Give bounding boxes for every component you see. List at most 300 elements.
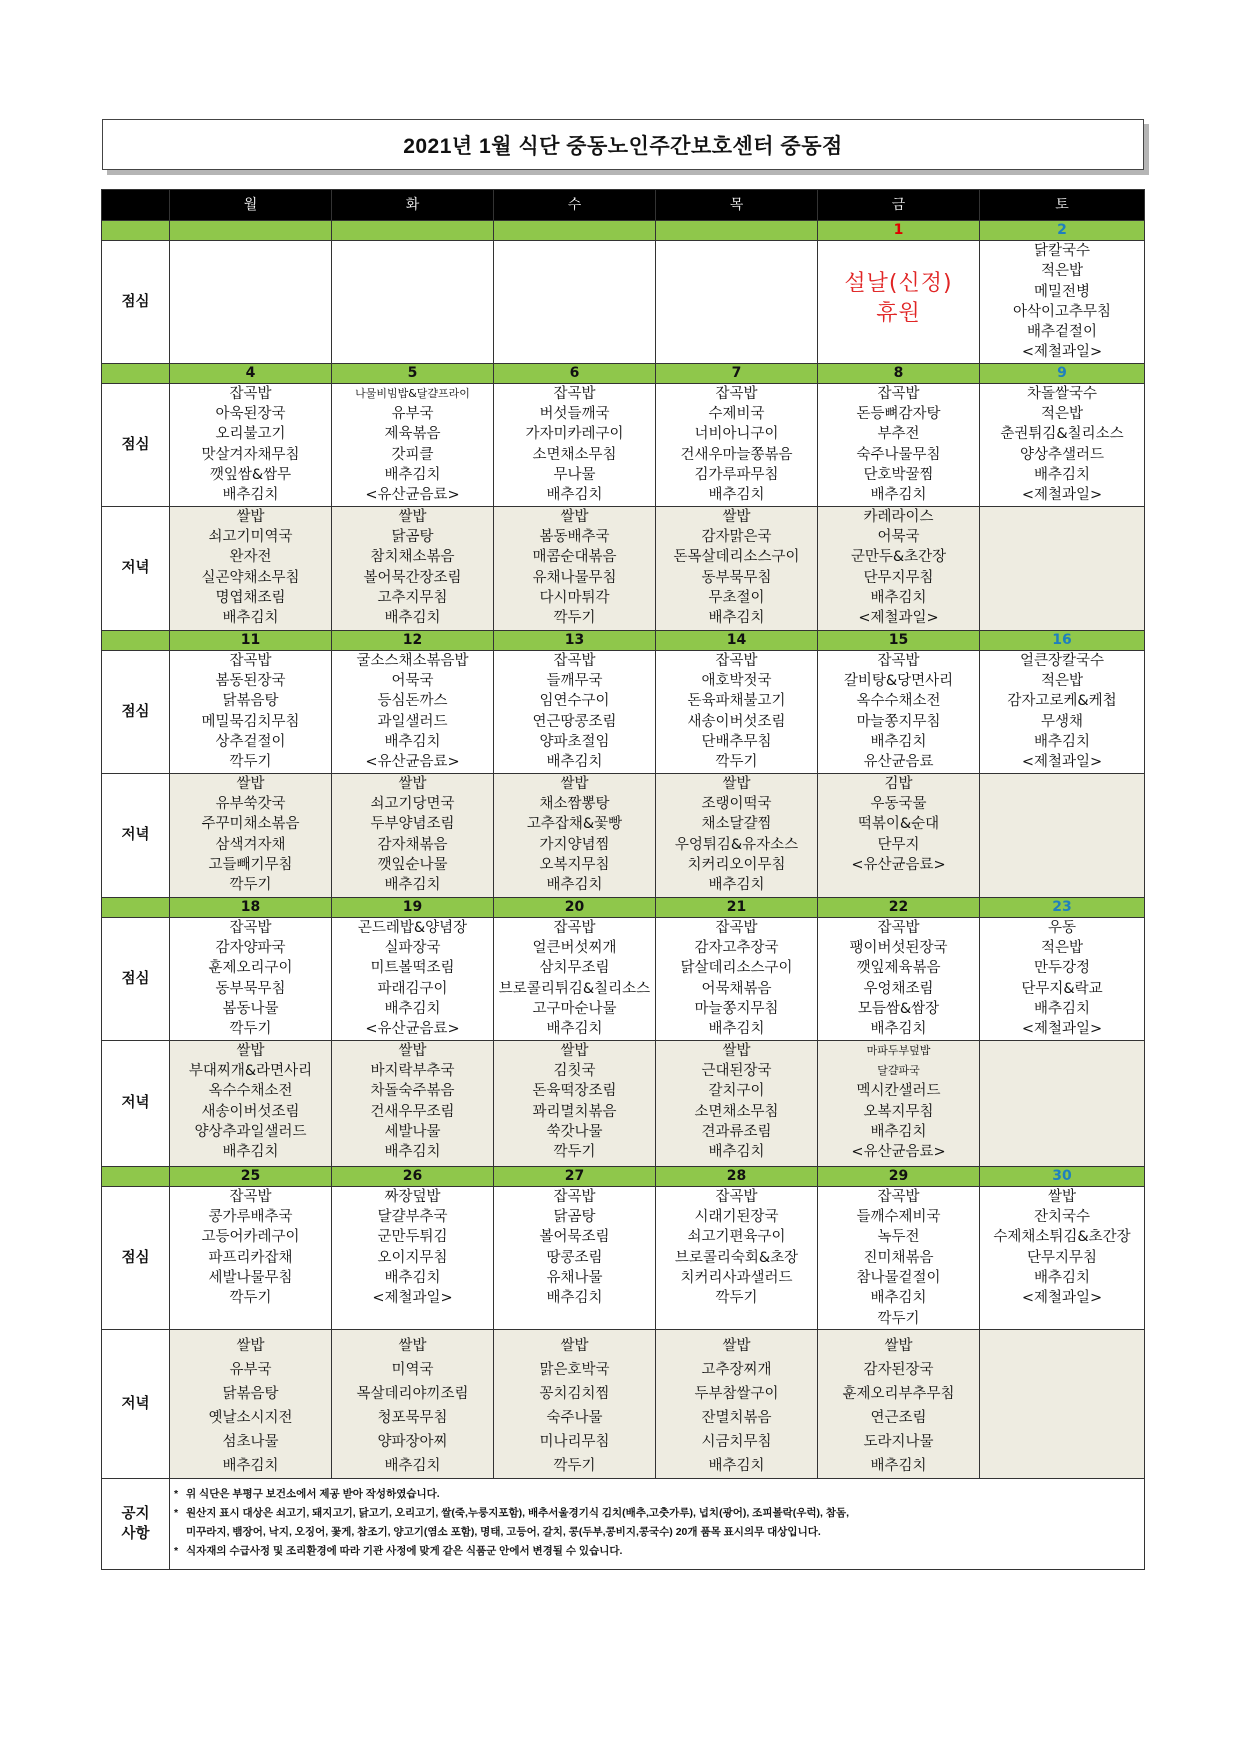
menu-item: 상추겉절이 (215, 733, 286, 750)
notice-line (174, 1542, 1140, 1561)
menu-item: 미트볼떡조림 (370, 960, 455, 977)
menu-item: 땅콩조림 (546, 1249, 603, 1266)
menu-item: 배추김치 (384, 1269, 441, 1286)
menu-item: 배추김치 (870, 1021, 927, 1038)
menu-item: 볼어묵조림 (539, 1229, 610, 1246)
menu-item: 배추김치 (870, 733, 927, 750)
menu-item: 부대찌개&라면사리 (188, 1063, 313, 1080)
notice-line-text: 원산지 표시 대상은 쇠고기, 돼지고기, 닭고기, 오리고기, 쌀(죽,누룽지포함), 배추서울경기식 김치(배추,고춧가루), 넙치(광어), 조피볼락(우럭), 참돔, (186, 1506, 850, 1519)
menu-item: 깍두기 (715, 1290, 758, 1307)
menu-item: 단무지&락교 (1021, 980, 1103, 997)
menu-item: 채소짬뽕탕 (539, 796, 610, 813)
menu-item: 깍두기 (229, 877, 272, 894)
menu-item: 깍두기 (553, 610, 596, 627)
date-cell: 14 (656, 630, 818, 650)
menu-item: 쌀밥 (236, 775, 265, 792)
date-cell: 19 (332, 897, 494, 917)
menu-item: 쌀밥 (236, 1337, 265, 1354)
menu-item: 팽이버섯된장국 (849, 940, 948, 957)
menu-cell (818, 1040, 980, 1166)
menu-cell (332, 506, 494, 630)
lunch-row (102, 650, 1145, 773)
menu-item: 조랭이떡국 (701, 796, 772, 813)
menu-item: <제철과일> (858, 610, 939, 627)
menu-item: 참나물겉절이 (856, 1269, 941, 1286)
menu-cell (818, 1329, 980, 1478)
menu-item: 애호박젓국 (701, 673, 772, 690)
menu-item: 연근조림 (870, 1409, 927, 1426)
menu-item: 깍두기 (229, 754, 272, 771)
menu-cell (494, 1186, 656, 1329)
menu-cell (980, 1329, 1145, 1478)
menu-item: 고추잡채&꽃빵 (526, 816, 623, 833)
menu-item: 매콤순대볶음 (532, 549, 617, 566)
menu-item: 배추김치 (1033, 466, 1091, 483)
menu-item: 깍두기 (715, 754, 758, 771)
date-cell: 2 (980, 221, 1145, 241)
date-row (102, 221, 1145, 241)
menu-item: 멕시칸샐러드 (856, 1083, 941, 1100)
menu-item: 새송이버섯조림 (687, 713, 786, 730)
date-cell: 11 (170, 630, 332, 650)
menu-item: 배추김치 (222, 610, 279, 627)
menu-item: <제철과일> (1021, 487, 1103, 504)
menu-item: <유산균음료> (365, 754, 460, 771)
date-row-label (102, 221, 170, 241)
menu-item: 만두강정 (1033, 960, 1091, 977)
notice-line-text: 위 식단은 부평구 보건소에서 제공 받아 작성하였습니다. (186, 1487, 440, 1500)
menu-item: 굴소스채소볶음밥 (356, 652, 469, 669)
menu-cell (818, 1186, 980, 1329)
lunch-row (102, 383, 1145, 506)
menu-item: 새송이버섯조림 (201, 1103, 300, 1120)
menu-item: 들깨수제비국 (856, 1209, 941, 1226)
date-row-label (102, 363, 170, 383)
menu-item: 훈제오리구이 (208, 960, 293, 977)
menu-item: 고구마순나물 (532, 1000, 617, 1017)
menu-item: <유산균음료> (365, 487, 460, 504)
menu-item: 맛살겨자채무침 (201, 446, 300, 463)
menu-item: 고추지무침 (377, 589, 448, 606)
menu-item: 쌀밥 (560, 1337, 589, 1354)
menu-item: 메밀묵김치무침 (201, 713, 300, 730)
menu-item: 깻잎쌈&쌈무 (209, 466, 292, 483)
menu-item: 옥수수채소전 (208, 1083, 293, 1100)
menu-item: 쌀밥 (398, 508, 427, 525)
menu-cell (980, 241, 1145, 364)
lunch-row (102, 241, 1145, 364)
weekly-menu-table (101, 189, 1145, 1570)
menu-item: 배추김치 (546, 1290, 603, 1307)
menu-cell (656, 506, 818, 630)
notice-line-text: 식자재의 수급사정 및 조리환경에 따라 기관 사정에 맞게 같은 식품군 안에서 변경될 수 있습니다. (186, 1544, 623, 1557)
menu-item: 가자미카레구이 (525, 426, 624, 443)
dinner-label: 저녁 (102, 1329, 170, 1478)
date-cell (170, 221, 332, 241)
menu-item: 얼큰버섯찌개 (532, 940, 617, 957)
weekday-wed: 수 (494, 190, 656, 221)
menu-item: 두부참쌀구이 (694, 1385, 779, 1402)
menu-item: 배추김치 (870, 487, 927, 504)
menu-item: 배추김치 (708, 1144, 765, 1161)
menu-item: 김가루파무침 (694, 466, 779, 483)
menu-item: 아삭이고추무침 (1012, 303, 1112, 320)
menu-item: 유부국 (391, 406, 434, 423)
menu-item: 쌀밥 (560, 775, 589, 792)
menu-item: 쌀밥 (722, 508, 751, 525)
menu-item: 차돌쌀국수 (1026, 385, 1098, 402)
menu-item: 짜장덮밥 (384, 1188, 441, 1205)
menu-item: 깍두기 (553, 1457, 596, 1474)
menu-item: <유산균음료> (851, 1144, 946, 1161)
menu-item: 파래김구이 (377, 980, 448, 997)
menu-cell (818, 383, 980, 506)
menu-item: 양파장아찌 (377, 1433, 448, 1450)
menu-cell (656, 917, 818, 1040)
menu-item: 닭볶음탕 (222, 1385, 279, 1402)
menu-item: 너비아니구이 (694, 426, 779, 443)
date-row-label (102, 630, 170, 650)
menu-item: 채소달걀찜 (701, 816, 772, 833)
menu-item: 배추겉절이 (1026, 324, 1098, 341)
menu-item: 고등어카레구이 (201, 1229, 300, 1246)
menu-item: 잡곡밥 (229, 919, 272, 936)
menu-item: 오복지무침 (539, 856, 610, 873)
menu-item: <제철과일> (1021, 1290, 1103, 1307)
menu-item: 배추김치 (708, 487, 765, 504)
menu-item: 명엽채조림 (215, 589, 286, 606)
menu-item: 옥수수채소전 (856, 693, 941, 710)
menu-item: 쌀밥 (398, 1337, 427, 1354)
menu-item: 들깨무국 (546, 673, 603, 690)
holiday-text: 설날(신정) (844, 271, 953, 296)
menu-item: 실파장국 (384, 940, 441, 957)
menu-item: 소면채소무침 (532, 446, 617, 463)
menu-item: 견과류조림 (701, 1123, 772, 1140)
menu-item: 미나리무침 (539, 1433, 610, 1450)
menu-item: 유채나물무침 (532, 569, 617, 586)
date-cell (494, 221, 656, 241)
date-cell (656, 221, 818, 241)
menu-cell (656, 773, 818, 897)
menu-cell (818, 241, 980, 364)
menu-cell (332, 1186, 494, 1329)
holiday-text: 휴원 (876, 301, 921, 326)
menu-item: 오리불고기 (215, 426, 286, 443)
menu-item: 차돌숙주볶음 (370, 1083, 455, 1100)
menu-item: 고추장찌개 (701, 1361, 772, 1378)
menu-item: 쌀밥 (236, 1042, 265, 1059)
menu-item: 배추김치 (708, 610, 765, 627)
lunch-row (102, 1186, 1145, 1329)
notice-text-cell (170, 1478, 1145, 1569)
date-cell: 25 (170, 1166, 332, 1186)
date-row (102, 1166, 1145, 1186)
menu-item: 양상추샐러드 (1019, 446, 1105, 463)
menu-cell (332, 241, 494, 364)
menu-item: 오이지무침 (377, 1249, 448, 1266)
date-row-label (102, 897, 170, 917)
menu-cell (332, 773, 494, 897)
menu-item: 잔멸치볶음 (701, 1409, 772, 1426)
menu-item: 갈치구이 (708, 1083, 765, 1100)
menu-item: 배추김치 (222, 487, 279, 504)
menu-item: 떡볶이&순대 (857, 816, 940, 833)
menu-item: 적은밥 (1040, 406, 1084, 423)
menu-item: 마늘쫑지무침 (694, 1000, 779, 1017)
dinner-label: 저녁 (102, 773, 170, 897)
notice-line-text: 미꾸라지, 뱀장어, 낙지, 오징어, 꽃게, 참조기, 양고기(염소 포함), 명태, 고등어, 갈치, 콩(두부,콩비지,콩국수) 20개 품목 표시의무 대상입니다. (186, 1525, 821, 1538)
menu-item: 배추김치 (546, 487, 603, 504)
menu-cell (494, 1040, 656, 1166)
menu-item: 잔치국수 (1033, 1209, 1091, 1226)
menu-item: 치커리사과샐러드 (680, 1269, 793, 1286)
menu-item: 곤드레밥&양념장 (357, 919, 468, 936)
menu-item: 제육볶음 (384, 426, 441, 443)
menu-item: 아욱된장국 (215, 406, 286, 423)
menu-item: 유채나물 (546, 1269, 603, 1286)
menu-cell (980, 506, 1145, 630)
menu-item: 닭살데리소스구이 (680, 960, 793, 977)
weekday-thu: 목 (656, 190, 818, 221)
menu-item: 감자고추장국 (694, 940, 779, 957)
menu-item: 군만두튀김 (377, 1229, 448, 1246)
menu-cell (494, 1329, 656, 1478)
menu-item: 춘권튀김&칠리소스 (1000, 426, 1124, 443)
asterisk-icon: * (174, 1506, 179, 1519)
menu-item: 실곤약채소무침 (201, 569, 300, 586)
lunch-label: 점심 (102, 650, 170, 773)
menu-cell (818, 773, 980, 897)
menu-item: 메밀전병 (1033, 283, 1091, 300)
date-row-label (102, 1166, 170, 1186)
menu-item: 어묵국 (391, 673, 434, 690)
menu-item: 쇠고기미역국 (208, 529, 293, 546)
dinner-row (102, 506, 1145, 630)
lunch-row (102, 917, 1145, 1040)
weekday-sat: 토 (980, 190, 1145, 221)
menu-item: 동부묵무침 (701, 569, 772, 586)
menu-cell (332, 383, 494, 506)
date-cell: 4 (170, 363, 332, 383)
menu-item: 단배추무침 (701, 733, 772, 750)
menu-item: 건새우무조림 (370, 1103, 455, 1120)
menu-item: 김칫국 (553, 1063, 596, 1080)
menu-item: 잡곡밥 (229, 385, 272, 402)
date-cell: 15 (818, 630, 980, 650)
menu-item: 돈육떡장조림 (532, 1083, 617, 1100)
date-cell: 23 (980, 897, 1145, 917)
menu-cell (332, 917, 494, 1040)
menu-item: 진미채볶음 (863, 1249, 934, 1266)
date-cell: 26 (332, 1166, 494, 1186)
menu-item: 잡곡밥 (877, 919, 920, 936)
menu-item: 세발나물무침 (208, 1269, 293, 1286)
menu-item: 닭곰탕 (553, 1209, 596, 1226)
notice-line (174, 1523, 1140, 1542)
menu-cell (170, 241, 332, 364)
menu-item: 쌀밥 (236, 508, 265, 525)
menu-item: 무나물 (553, 466, 596, 483)
menu-cell (170, 917, 332, 1040)
date-cell: 13 (494, 630, 656, 650)
menu-item: 우엉채조림 (863, 980, 934, 997)
menu-item: 쌀밥 (722, 1042, 751, 1059)
menu-item: 단호박꿀찜 (863, 466, 934, 483)
menu-item: 배추김치 (870, 589, 927, 606)
dinner-label: 저녁 (102, 1040, 170, 1166)
menu-cell (980, 650, 1145, 773)
menu-item: 달걀파국 (877, 1064, 920, 1078)
menu-item: 배추김치 (1033, 1269, 1091, 1286)
menu-item: 잡곡밥 (229, 652, 272, 669)
date-cell: 28 (656, 1166, 818, 1186)
menu-item: 적은밥 (1040, 263, 1084, 280)
menu-item: 감자맑은국 (701, 529, 772, 546)
menu-item: 녹두전 (877, 1229, 920, 1246)
notice-label-text: 공지 (121, 1505, 150, 1522)
menu-item: 도라지나물 (863, 1433, 934, 1450)
menu-item: 쌀밥 (722, 775, 751, 792)
menu-item: <유산균음료> (365, 1021, 460, 1038)
menu-cell (656, 383, 818, 506)
menu-item: 배추김치 (384, 733, 441, 750)
menu-item: 갈비탕&당면사리 (843, 673, 954, 690)
notice-line (174, 1485, 1140, 1504)
menu-cell (170, 383, 332, 506)
menu-item: 돈등뼈감자탕 (856, 406, 941, 423)
menu-item: 단무지무침 (1026, 1249, 1098, 1266)
date-row (102, 630, 1145, 650)
menu-item: 봄동배추국 (539, 529, 610, 546)
menu-item: 적은밥 (1040, 940, 1084, 957)
weekday-fri: 금 (818, 190, 980, 221)
menu-item: 무초절이 (708, 589, 765, 606)
date-cell: 20 (494, 897, 656, 917)
menu-item: 배추김치 (546, 877, 603, 894)
menu-item: 봄동된장국 (215, 673, 286, 690)
menu-item: 쌀밥 (560, 508, 589, 525)
menu-item: <유산균음료> (851, 856, 946, 873)
menu-cell (818, 917, 980, 1040)
menu-item: 임연수구이 (539, 693, 610, 710)
menu-item: 배추김치 (870, 1290, 927, 1307)
menu-item: 배추김치 (1033, 733, 1091, 750)
menu-item: 오복지무침 (863, 1103, 934, 1120)
menu-item: <제철과일> (1021, 344, 1103, 361)
menu-item: 유부국 (229, 1361, 272, 1378)
menu-item: 옛날소시지전 (208, 1409, 293, 1426)
menu-item: 다시마튀각 (539, 589, 610, 606)
menu-item: 유부쑥갓국 (215, 796, 286, 813)
menu-item: 세발나물 (384, 1123, 441, 1140)
menu-item: 맑은호박국 (539, 1361, 610, 1378)
menu-item: 적은밥 (1040, 673, 1084, 690)
menu-item: 쑥갓나물 (546, 1123, 603, 1140)
menu-item: 깻잎순나물 (377, 856, 448, 873)
menu-item: 배추김치 (870, 1457, 927, 1474)
menu-item: 미역국 (391, 1361, 434, 1378)
menu-item: 섬초나물 (222, 1433, 279, 1450)
menu-item: 깍두기 (229, 1021, 272, 1038)
menu-item: 얼큰장칼국수 (1019, 652, 1105, 669)
menu-item: 치커리오이무침 (687, 856, 786, 873)
menu-cell (818, 506, 980, 630)
menu-item: 청포묵무침 (377, 1409, 448, 1426)
asterisk-icon: * (174, 1544, 179, 1557)
notice-line (174, 1504, 1140, 1523)
menu-cell (656, 1040, 818, 1166)
menu-cell (332, 1329, 494, 1478)
menu-item: 닭칼국수 (1033, 243, 1091, 259)
menu-item: 봄동나물 (222, 1000, 279, 1017)
menu-item: 볼어묵간장조림 (363, 569, 462, 586)
menu-item: 감자양파국 (215, 940, 286, 957)
menu-item: 잡곡밥 (553, 385, 596, 402)
menu-item: 쇠고기편육구이 (687, 1229, 786, 1246)
date-cell: 6 (494, 363, 656, 383)
menu-item: 돈목살데리소스구이 (673, 549, 800, 566)
menu-item: 나물비빔밥&달걀프라이 (355, 386, 470, 400)
menu-item: 등심돈까스 (377, 693, 448, 710)
menu-cell (170, 773, 332, 897)
menu-item: 근대된장국 (701, 1063, 772, 1080)
menu-cell (980, 1040, 1145, 1166)
menu-item: 잡곡밥 (715, 1188, 758, 1205)
menu-cell (170, 1329, 332, 1478)
menu-item: 콩가루배추국 (208, 1209, 293, 1226)
menu-item: 배추김치 (384, 877, 441, 894)
weekday-header-row (102, 190, 1145, 221)
menu-item: 과일샐러드 (377, 713, 448, 730)
menu-item: 감자된장국 (863, 1361, 934, 1378)
menu-cell (494, 650, 656, 773)
menu-cell (170, 1186, 332, 1329)
menu-item: 삼색겨자채 (215, 836, 286, 853)
menu-item: 주꾸미채소볶음 (201, 816, 300, 833)
menu-item: 갓피클 (391, 446, 434, 463)
menu-item: 잡곡밥 (553, 652, 596, 669)
menu-cell (980, 773, 1145, 897)
menu-item: 잡곡밥 (553, 919, 596, 936)
menu-cell (980, 1186, 1145, 1329)
menu-item: 우동국물 (870, 796, 927, 813)
menu-item: 건새우마늘쫑볶음 (680, 446, 793, 463)
menu-cell (494, 506, 656, 630)
menu-item: 시금치무침 (701, 1433, 772, 1450)
lunch-label: 점심 (102, 917, 170, 1040)
menu-item: 꽈리멸치볶음 (532, 1103, 617, 1120)
menu-cell (170, 650, 332, 773)
dinner-label: 저녁 (102, 506, 170, 630)
date-cell: 29 (818, 1166, 980, 1186)
menu-item: <제철과일> (372, 1290, 453, 1307)
weekday-mon: 월 (170, 190, 332, 221)
menu-item: 마늘쫑지무침 (856, 713, 941, 730)
menu-item: 김밥 (884, 775, 913, 792)
menu-item: 쌀밥 (560, 1042, 589, 1059)
menu-item: 참치채소볶음 (370, 549, 455, 566)
menu-item: 마파두부덮밥 (866, 1043, 931, 1057)
menu-item: 양상추과일샐러드 (194, 1123, 307, 1140)
dinner-row (102, 1040, 1145, 1166)
menu-item: 잡곡밥 (877, 385, 920, 402)
menu-item: 숙주나물 (546, 1409, 603, 1426)
date-cell: 22 (818, 897, 980, 917)
menu-title: 2021년 1월 식단 중동노인주간보호센터 중동점 (403, 134, 843, 158)
menu-item: 시래기된장국 (694, 1209, 779, 1226)
menu-item: 고들빼기무침 (208, 856, 293, 873)
